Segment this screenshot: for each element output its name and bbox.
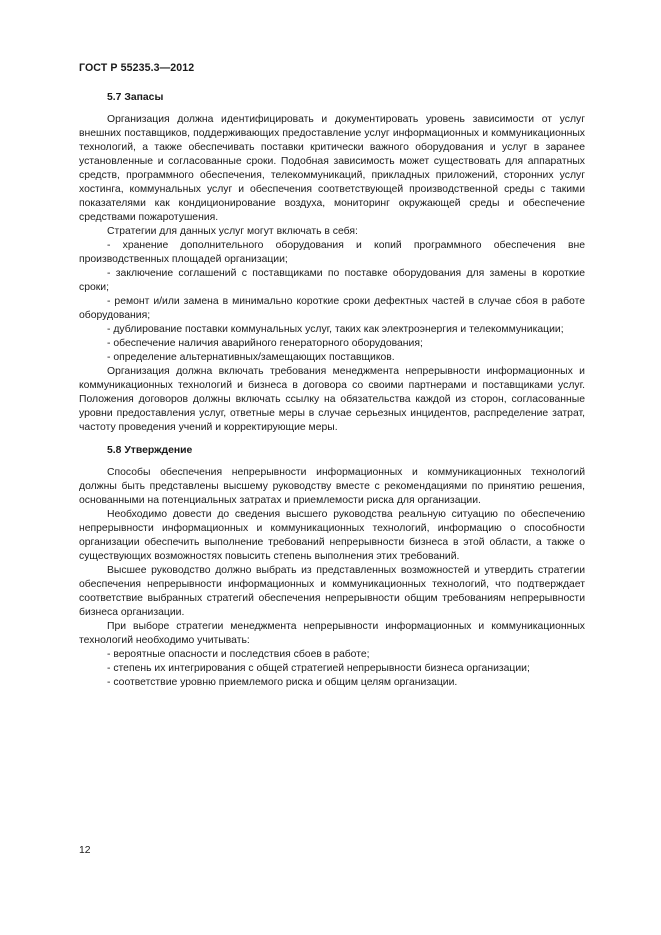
paragraph: Стратегии для данных услуг могут включать в себя: [107, 226, 358, 237]
list-item: - заключение соглашений с поставщиками по поставке оборудования для замены в короткие сроки; [79, 268, 585, 293]
paragraph: Необходимо довести до сведения высшего руководства реальную ситуацию по обеспечению непрерывности информационных и коммуникационных технологий, информацию о способности организации обеспечить выполнение требований непрерывности бизнеса в этой области, а также о существующих возможностях повысить степень выполнения этих требований. [79, 509, 585, 562]
paragraph: Организация должна идентифицировать и документировать уровень зависимости от услуг внешних поставщиков, поддерживающих предоставление услуг информационных и коммуникационных технологий, а также обеспечивать поставки критически важного оборудования и услуг в заранее установленные и согласованные сроки. Подобная зависимость может существовать для аппаратных средств, программного обеспечения, телекоммуникаций, прикладных приложений, сторонних услуг хостинга, коммунальных услуг и обеспечения соответствующей производственной среды с такими показателями как кондиционирование воздуха, мониторинг окружающей среды и обеспечение средствами пожаротушения. [79, 114, 585, 223]
list-item: - степень их интегрирования с общей стратегией непрерывности бизнеса организации; [107, 663, 530, 674]
paragraph: Высшее руководство должно выбрать из представленных возможностей и утвердить стратегии обеспечения непрерывности информационных и коммуникационных технологий, что подтверждает соответствие выбранных стратегий обеспечения непрерывности общим требованиям непрерывности бизнеса организации. [79, 565, 585, 618]
list-item: - ремонт и/или замена в минимально короткие сроки дефектных частей в случае сбоя в работе оборудования; [79, 296, 585, 321]
list-item: - дублирование поставки коммунальных услуг, таких как электроэнергия и телекоммуникации; [107, 324, 564, 335]
list-item: - хранение дополнительного оборудования и копий программного обеспечения вне производственных площадей организации; [79, 240, 585, 265]
list-item: - определение альтернативных/замещающих поставщиков. [107, 352, 395, 363]
page-number: 12 [79, 845, 91, 856]
paragraph: Организация должна включать требования менеджмента непрерывности информационных и коммуникационных технологий и бизнеса в договора со своими партнерами и поставщиками услуг. Положения договоров должны включать ссылку на обязательства каждой из сторон, согласованные уровни предоставления услуг, ответные меры в случае серьезных инцидентов, распределение затрат, частоту проведения учений и корректирующие меры. [79, 366, 585, 433]
paragraph: Способы обеспечения непрерывности информационных и коммуникационных технологий должны быть представлены высшему руководству вместе с рекомендациями по принятию решения, основанными на потенциальных затратах и приемлемости риска для организации. [79, 467, 585, 506]
document-header: ГОСТ Р 55235.3—2012 [79, 62, 195, 74]
paragraph: При выборе стратегии менеджмента непрерывности информационных и коммуникационных технологий необходимо учитывать: [79, 621, 585, 646]
section-heading-5-8: 5.8 Утверждение [107, 445, 193, 456]
list-item: - вероятные опасности и последствия сбоев в работе; [107, 649, 370, 660]
section-heading-5-7: 5.7 Запасы [107, 92, 164, 103]
list-item: - соответствие уровню приемлемого риска и общим целям организации. [107, 677, 458, 688]
list-item: - обеспечение наличия аварийного генераторного оборудования; [107, 338, 423, 349]
document-body [79, 91, 585, 690]
